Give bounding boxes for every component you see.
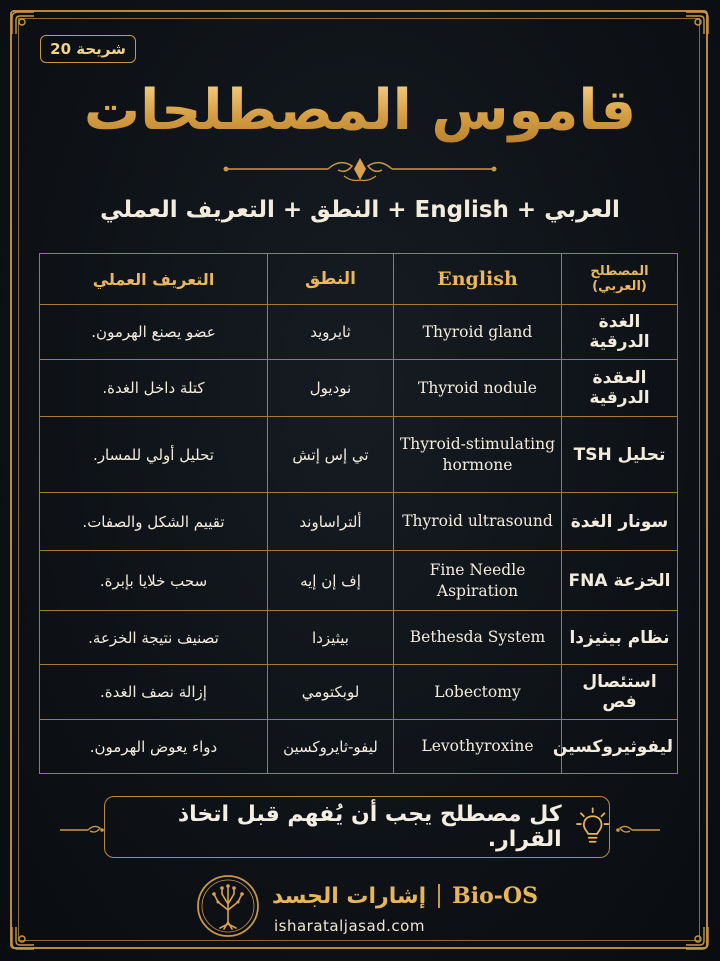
- term-english: Thyroid gland: [394, 305, 562, 360]
- header-definition: التعريف العملي: [40, 254, 268, 305]
- tip-text: كل مصطلح يجب أن يُفهم قبل اتخاذ القرار.: [177, 802, 562, 852]
- term-english: Lobectomy: [394, 665, 562, 720]
- term-arabic: الغدة الدرقية: [562, 305, 678, 360]
- term-pronunciation: إف إن إيه: [268, 551, 394, 611]
- term-english: Levothyroxine: [394, 720, 562, 774]
- tip-ornament-icon: [616, 822, 660, 836]
- term-definition: عضو يصنع الهرمون.: [40, 305, 268, 360]
- term-definition: سحب خلايا بإبرة.: [40, 551, 268, 611]
- table-row: [40, 611, 678, 665]
- term-pronunciation: بيثيزدا: [268, 611, 394, 665]
- table-row: [40, 551, 678, 611]
- header-english: English: [394, 254, 562, 305]
- term-pronunciation: تي إس إتش: [268, 417, 394, 493]
- tip-box: [104, 796, 610, 858]
- tree-logo-icon: [196, 874, 260, 938]
- term-arabic: سونار الغدة: [562, 493, 678, 551]
- term-english: Fine Needle Aspiration: [394, 551, 562, 611]
- terms-table: [39, 253, 678, 774]
- term-definition: تصنيف نتيجة الخزعة.: [40, 611, 268, 665]
- table-row: [40, 665, 678, 720]
- brand-name-arabic: إشارات الجسد: [272, 883, 427, 909]
- table-header-row: [40, 254, 678, 305]
- term-pronunciation: ثايرويد: [268, 305, 394, 360]
- term-arabic: العقدة الدرقية: [562, 360, 678, 417]
- header-pronunciation: النطق: [268, 254, 394, 305]
- page-title: قاموس المصطلحات: [0, 78, 720, 143]
- footer-url: isharataljasad.com: [274, 917, 425, 935]
- corner-ornament-icon: [684, 925, 710, 951]
- tip-ornament-icon: [60, 822, 104, 836]
- term-arabic: تحليل TSH: [562, 417, 678, 493]
- term-pronunciation: لوبكتومي: [268, 665, 394, 720]
- brand-name-english: Bio-OS: [452, 883, 538, 909]
- term-english: Bethesda System: [394, 611, 562, 665]
- term-english: Thyroid nodule: [394, 360, 562, 417]
- table-row: [40, 417, 678, 493]
- term-pronunciation: نوديول: [268, 360, 394, 417]
- term-definition: كتلة داخل الغدة.: [40, 360, 268, 417]
- corner-ornament-icon: [10, 10, 36, 36]
- corner-ornament-icon: [684, 10, 710, 36]
- term-definition: تقييم الشكل والصفات.: [40, 493, 268, 551]
- term-arabic: نظام بيثيزدا: [562, 611, 678, 665]
- table-row: [40, 360, 678, 417]
- term-arabic: ليفوثيروكسين: [562, 720, 678, 774]
- term-pronunciation: ليفو-ثايروكسين: [268, 720, 394, 774]
- ornamental-divider-icon: [0, 152, 720, 186]
- lightbulb-icon: [576, 807, 609, 847]
- corner-ornament-icon: [10, 925, 36, 951]
- table-row: [40, 305, 678, 360]
- slide-number-badge: شريحة 20: [40, 35, 136, 63]
- term-english: Thyroid ultrasound: [394, 493, 562, 551]
- brand-separator: [438, 884, 440, 908]
- term-definition: إزالة نصف الغدة.: [40, 665, 268, 720]
- term-definition: دواء يعوض الهرمون.: [40, 720, 268, 774]
- table-row: [40, 720, 678, 774]
- footer-brand: [272, 880, 538, 912]
- term-arabic: استئصال فص: [562, 665, 678, 720]
- term-arabic: الخزعة FNA: [562, 551, 678, 611]
- subtitle: العربي + English + النطق + التعريف العملي: [100, 197, 620, 223]
- term-definition: تحليل أولي للمسار.: [40, 417, 268, 493]
- table-row: [40, 493, 678, 551]
- term-english: Thyroid-stimulating hormone: [394, 417, 562, 493]
- term-pronunciation: ألتراساوند: [268, 493, 394, 551]
- header-arabic-term: المصطلح (العربي): [562, 254, 678, 305]
